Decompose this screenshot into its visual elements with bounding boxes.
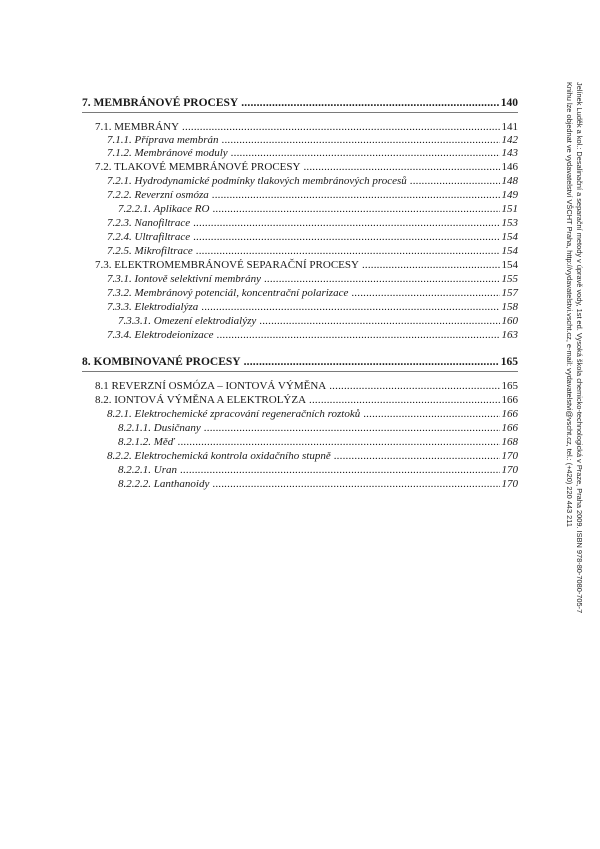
- toc-entry: [82, 286, 518, 300]
- toc-entry-title: 7.1. MEMBRÁNY: [95, 121, 180, 133]
- toc-entry-title: 8.2. IONTOVÁ VÝMĚNA A ELEKTROLÝZA: [95, 394, 307, 406]
- toc-entry: [82, 477, 518, 491]
- toc-entry: [82, 435, 518, 449]
- toc-entry-page: 140: [500, 97, 518, 109]
- toc-entry: [82, 202, 518, 216]
- sidebar-citation: Jelínek Luděk a kol.: Desalinační a separační metody v úpravě vody, 1st ed. Vysoká škola chemicko-technologická v Praze, Praha 2009. ISBN 978-80-7080-705-7: [575, 82, 584, 614]
- toc-entry-title: 7.2.4. Ultrafiltrace: [107, 231, 191, 243]
- toc-entry-title: 8.2.2. Elektrochemická kontrola oxidačního stupně: [107, 450, 331, 462]
- toc-entry-title: 7.3.3.1. Omezení elektrodialýzy: [118, 315, 257, 327]
- toc-entry-page: 166: [501, 422, 518, 434]
- toc-entry-page: 143: [501, 147, 518, 159]
- toc-leader-dots: [351, 286, 499, 300]
- toc-leader-dots: [362, 258, 500, 272]
- toc-entry-title: 7.2.2.1. Aplikace RO: [118, 203, 210, 215]
- toc-entry-page: 170: [501, 450, 518, 462]
- toc-entry-page: 155: [501, 273, 518, 285]
- toc-entry: [82, 174, 518, 188]
- toc-leader-dots: [182, 120, 499, 134]
- toc-entry-page: 170: [501, 464, 518, 476]
- toc-entry-title: 7.2.3. Nanofiltrace: [107, 217, 191, 229]
- toc-entry-title: 7.2. TLAKOVÉ MEMBRÁNOVÉ PROCESY: [95, 161, 301, 173]
- toc-entry: [82, 133, 518, 147]
- toc-leader-dots: [334, 449, 500, 463]
- toc-entry: [82, 146, 518, 160]
- toc-entry-title: 7.3.4. Elektrodeionizace: [107, 329, 214, 341]
- toc-entry-page: 166: [501, 408, 518, 420]
- toc-entry-title: 8.2.1.1. Dusičnany: [118, 422, 201, 434]
- toc-entry-title: 8.1 REVERZNÍ OSMÓZA – IONTOVÁ VÝMĚNA: [95, 380, 327, 392]
- toc-entry: [82, 379, 518, 393]
- toc-entry-page: 141: [501, 121, 518, 133]
- toc-entry-title: 7.2.1. Hydrodynamické podmínky tlakových membránových procesů: [107, 175, 407, 187]
- toc-leader-dots: [329, 379, 499, 393]
- toc-leader-dots: [212, 188, 500, 202]
- toc-entry-page: 153: [501, 217, 518, 229]
- toc-entry-title: 7.3.3. Elektrodialýza: [107, 301, 199, 313]
- toc-entry: [82, 272, 518, 286]
- toc-leader-dots: [180, 463, 500, 477]
- toc-entry: [82, 120, 518, 134]
- toc-entry: [82, 300, 518, 314]
- toc-entry: [82, 258, 518, 272]
- toc-entry-page: 165: [500, 356, 518, 368]
- toc-entry-page: 170: [501, 478, 518, 490]
- toc-entry: [82, 463, 518, 477]
- toc-entry-title: 7.2.5. Mikrofiltrace: [107, 245, 193, 257]
- toc-entry-title: 8.2.1. Elektrochemické zpracování regeneračních roztoků: [107, 408, 361, 420]
- toc-leader-dots: [201, 300, 499, 314]
- toc-leader-dots: [204, 421, 500, 435]
- toc-entry: [82, 230, 518, 244]
- toc-leader-dots: [241, 96, 499, 110]
- toc-entry: [82, 216, 518, 230]
- toc-entry-title: 8.2.2.1. Uran: [118, 464, 177, 476]
- toc-entry-page: 168: [501, 436, 518, 448]
- toc-entry-title: 7.1.2. Membránové moduly: [107, 147, 228, 159]
- toc-entry-page: 154: [501, 231, 518, 243]
- toc-entry-page: 149: [501, 189, 518, 201]
- toc-leader-dots: [410, 174, 500, 188]
- toc-leader-dots: [309, 393, 499, 407]
- toc-entry-page: 160: [501, 315, 518, 327]
- toc-entry-page: 151: [501, 203, 518, 215]
- toc-leader-dots: [363, 407, 499, 421]
- toc-entry: [82, 160, 518, 174]
- toc-entry-page: 166: [501, 394, 518, 406]
- toc-chapter-entry: [82, 355, 518, 369]
- toc-leader-dots: [212, 477, 499, 491]
- toc-entry-page: 154: [501, 245, 518, 257]
- toc-entry-title: 8.2.1.2. Měď: [118, 436, 175, 448]
- toc-entry-title: 7.2.2. Reverzní osmóza: [107, 189, 209, 201]
- toc-entry-page: 163: [501, 329, 518, 341]
- toc-leader-dots: [178, 435, 500, 449]
- toc-entry-page: 148: [501, 175, 518, 187]
- toc-leader-dots: [217, 328, 500, 342]
- toc-entry: [82, 393, 518, 407]
- toc-entry-page: 154: [501, 259, 518, 271]
- toc-leader-dots: [193, 230, 499, 244]
- toc-leader-dots: [264, 272, 500, 286]
- toc-entry-page: 157: [501, 287, 518, 299]
- toc-entry-title: 7.1.1. Příprava membrán: [107, 134, 219, 146]
- toc-chapter-entry: [82, 96, 518, 110]
- toc-entry-title: 7.3.2. Membránový potenciál, koncentrační polarizace: [107, 287, 349, 299]
- toc-leader-dots: [222, 133, 500, 147]
- toc-entry: [82, 421, 518, 435]
- toc-entry: [82, 407, 518, 421]
- publication-sidebar-note: [564, 82, 584, 612]
- toc-entry: [82, 449, 518, 463]
- sidebar-order-info: Knihu lze objednat ve vydavatelství VŠCHT Praha, http://vydavatelstvi.vscht.cz, e-mail: vydavatelstvi@vscht.cz, tel.: (+420) 220 443 211: [565, 82, 574, 527]
- toc-entry: [82, 328, 518, 342]
- toc-entry: [82, 314, 518, 328]
- chapter-underline-rule: [82, 371, 518, 372]
- toc-entry-page: 158: [501, 301, 518, 313]
- toc-entry-title: 7.3. ELEKTROMEMBRÁNOVÉ SEPARAČNÍ PROCESY: [95, 259, 359, 271]
- toc-entry-title: 8.2.2.2. Lanthanoidy: [118, 478, 210, 490]
- toc-leader-dots: [231, 146, 500, 160]
- toc-entry-page: 165: [501, 380, 518, 392]
- toc-leader-dots: [259, 314, 499, 328]
- toc-leader-dots: [193, 216, 499, 230]
- toc-leader-dots: [212, 202, 499, 216]
- toc-entry-title: 7.3.1. Iontově selektivní membrány: [107, 273, 261, 285]
- toc-entry-page: 142: [501, 134, 518, 146]
- toc-entry-page: 146: [501, 161, 518, 173]
- chapter-underline-rule: [82, 112, 518, 113]
- toc-entry: [82, 244, 518, 258]
- toc-entry: [82, 188, 518, 202]
- toc-leader-dots: [244, 355, 499, 369]
- toc-entry-title: 8. KOMBINOVANÉ PROCESY: [82, 356, 241, 368]
- toc-leader-dots: [303, 160, 499, 174]
- toc-leader-dots: [196, 244, 500, 258]
- toc-entry-title: 7. MEMBRÁNOVÉ PROCESY: [82, 97, 239, 109]
